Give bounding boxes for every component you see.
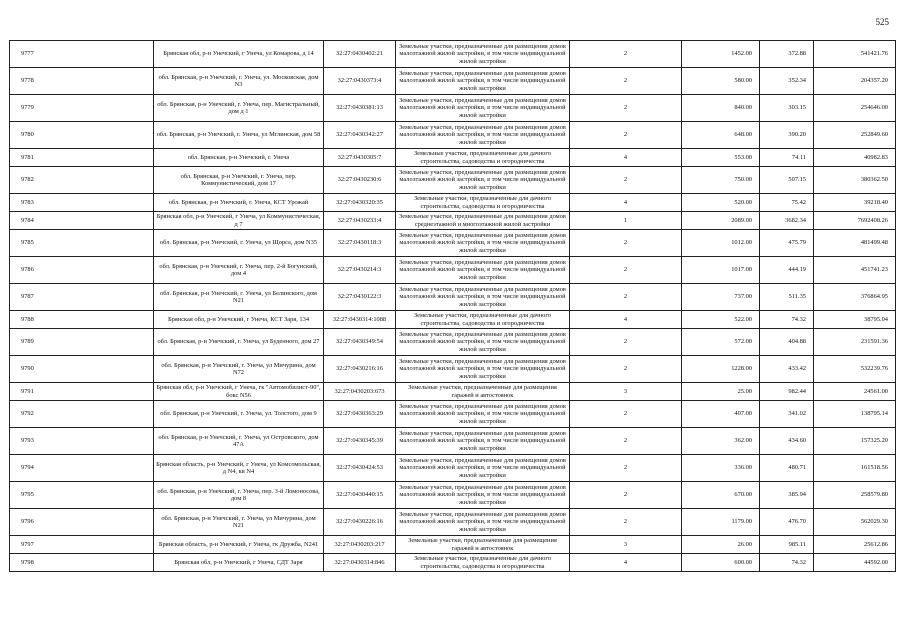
row-specific-value: 507.15 xyxy=(760,167,814,194)
row-area: 520.00 xyxy=(682,194,760,212)
row-area: 750.00 xyxy=(682,167,760,194)
row-number: 9783 xyxy=(10,194,154,212)
row-group-number: 2 xyxy=(570,509,682,536)
row-group-number: 2 xyxy=(570,329,682,356)
table-row xyxy=(10,383,896,401)
row-specific-value: 303.15 xyxy=(760,95,814,122)
row-area: 1012.00 xyxy=(682,230,760,257)
row-specific-value: 74.32 xyxy=(760,311,814,329)
row-land-purpose: Земельные участки, предназначенные для дачного строительства, садоводства и огородничества xyxy=(396,149,570,167)
table-row xyxy=(10,122,896,149)
row-number: 9781 xyxy=(10,149,154,167)
row-address: обл. Брянская, р-н Унечский, г. Унеча, КСТ Урожай xyxy=(154,194,324,212)
row-specific-value: 385.94 xyxy=(760,482,814,509)
row-group-number: 4 xyxy=(570,194,682,212)
row-cadastral-number: 32:27:0430118:3 xyxy=(324,230,396,257)
row-cadastral-value: 231591.36 xyxy=(814,329,896,356)
row-number: 9787 xyxy=(10,284,154,311)
row-cadastral-value: 157325.20 xyxy=(814,428,896,455)
row-number: 9784 xyxy=(10,212,154,230)
table-row xyxy=(10,311,896,329)
row-cadastral-number: 32:27:0430424:53 xyxy=(324,455,396,482)
table-row xyxy=(10,212,896,230)
row-cadastral-value: 39218.40 xyxy=(814,194,896,212)
row-land-purpose: Земельные участки, предназначенные для размещения домов малоэтажной жилой застройки, в том числе индивидуальной жилой застройки xyxy=(396,95,570,122)
row-area: 580.00 xyxy=(682,68,760,95)
row-cadastral-number: 32:27:0430381:13 xyxy=(324,95,396,122)
row-group-number: 2 xyxy=(570,95,682,122)
row-group-number: 2 xyxy=(570,68,682,95)
row-cadastral-value: 24561.00 xyxy=(814,383,896,401)
row-specific-value: 475.79 xyxy=(760,230,814,257)
row-number: 9788 xyxy=(10,311,154,329)
row-group-number: 4 xyxy=(570,554,682,572)
table-row xyxy=(10,257,896,284)
row-cadastral-value: 25612.86 xyxy=(814,536,896,554)
row-specific-value: 352.34 xyxy=(760,68,814,95)
row-cadastral-value: 204357.20 xyxy=(814,68,896,95)
cadastral-value-table xyxy=(9,40,896,572)
row-address: обл. Брянская, р-н Унечский, г. Унеча, пер. 3-й Ломоносова, дом 8 xyxy=(154,482,324,509)
row-area: 600.00 xyxy=(682,554,760,572)
row-specific-value: 74.11 xyxy=(760,149,814,167)
row-specific-value: 511.35 xyxy=(760,284,814,311)
row-address: обл. Брянская, р-н Унечский, г. Унеча, ул Островского, дом 47А xyxy=(154,428,324,455)
table-row xyxy=(10,536,896,554)
row-group-number: 2 xyxy=(570,122,682,149)
row-cadastral-value: 44592.00 xyxy=(814,554,896,572)
row-land-purpose: Земельные участки, предназначенные для размещения домов малоэтажной жилой застройки, в том числе индивидуальной жилой застройки xyxy=(396,122,570,149)
row-group-number: 2 xyxy=(570,284,682,311)
row-cadastral-number: 32:27:0430216:16 xyxy=(324,356,396,383)
row-number: 9780 xyxy=(10,122,154,149)
row-group-number: 2 xyxy=(570,401,682,428)
row-number: 9793 xyxy=(10,428,154,455)
row-land-purpose: Земельные участки, предназначенные для размещения гаражей и автостоянок xyxy=(396,383,570,401)
row-number: 9798 xyxy=(10,554,154,572)
row-specific-value: 985.11 xyxy=(760,536,814,554)
row-cadastral-value: 380362.50 xyxy=(814,167,896,194)
row-land-purpose: Земельные участки, предназначенные для размещения домов среднеэтажной и многоэтажной жилой застройки xyxy=(396,212,570,230)
row-cadastral-value: 7692408.26 xyxy=(814,212,896,230)
row-area: 336.00 xyxy=(682,455,760,482)
row-address: обл. Брянская, р-н Унечский, г. Унеча, пер. 2-й Богунский, дом 4 xyxy=(154,257,324,284)
row-specific-value: 75.42 xyxy=(760,194,814,212)
table-row xyxy=(10,401,896,428)
row-group-number: 4 xyxy=(570,149,682,167)
row-area: 2089.00 xyxy=(682,212,760,230)
row-land-purpose: Земельные участки, предназначенные для размещения домов малоэтажной жилой застройки, в том числе индивидуальной жилой застройки xyxy=(396,482,570,509)
row-number: 9795 xyxy=(10,482,154,509)
row-cadastral-number: 32:27:0430373:4 xyxy=(324,68,396,95)
row-area: 1228.00 xyxy=(682,356,760,383)
row-number: 9786 xyxy=(10,257,154,284)
row-cadastral-number: 32:27:0430203:673 xyxy=(324,383,396,401)
row-specific-value: 476.70 xyxy=(760,509,814,536)
row-cadastral-value: 532239.76 xyxy=(814,356,896,383)
row-number: 9779 xyxy=(10,95,154,122)
table-row xyxy=(10,329,896,356)
row-specific-value: 982.44 xyxy=(760,383,814,401)
row-cadastral-value: 562029.30 xyxy=(814,509,896,536)
row-land-purpose: Земельные участки, предназначенные для размещения домов малоэтажной жилой застройки, в том числе индивидуальной жилой застройки xyxy=(396,257,570,284)
table-row xyxy=(10,482,896,509)
row-cadastral-number: 32:27:0430349:54 xyxy=(324,329,396,356)
row-address: обл. Брянская, р-н Унечский, г. Унеча, пер. Коммунистический, дом 17 xyxy=(154,167,324,194)
row-cadastral-value: 252849.60 xyxy=(814,122,896,149)
row-land-purpose: Земельные участки, предназначенные для дачного строительства, садоводства и огородничества xyxy=(396,311,570,329)
row-group-number: 2 xyxy=(570,257,682,284)
row-number: 9797 xyxy=(10,536,154,554)
row-number: 9789 xyxy=(10,329,154,356)
row-address: обл. Брянская, р-н Унечский, г. Унеча, ул Щорса, дом N35 xyxy=(154,230,324,257)
row-number: 9792 xyxy=(10,401,154,428)
row-area: 25.00 xyxy=(682,383,760,401)
row-number: 9791 xyxy=(10,383,154,401)
row-area: 670.00 xyxy=(682,482,760,509)
row-cadastral-value: 40982.83 xyxy=(814,149,896,167)
row-group-number: 2 xyxy=(570,482,682,509)
row-cadastral-number: 32:27:0430320:35 xyxy=(324,194,396,212)
table-row xyxy=(10,428,896,455)
row-cadastral-value: 481499.48 xyxy=(814,230,896,257)
row-number: 9777 xyxy=(10,41,154,68)
row-cadastral-number: 32:27:0430230:6 xyxy=(324,167,396,194)
row-land-purpose: Земельные участки, предназначенные для размещения домов малоэтажной жилой застройки, в том числе индивидуальной жилой застройки xyxy=(396,230,570,257)
row-address: обл. Брянская, р-н Унечский, г. Унеча, ул Мичурина, дом N72 xyxy=(154,356,324,383)
table-row xyxy=(10,95,896,122)
row-land-purpose: Земельные участки, предназначенные для размещения домов малоэтажной жилой застройки, в том числе индивидуальной жилой застройки xyxy=(396,68,570,95)
row-specific-value: 3682.34 xyxy=(760,212,814,230)
row-address: Брянская область, р-н Унечский, г Унеча, гк Дружба, N241 xyxy=(154,536,324,554)
row-address: обл. Брянская, р-н Унечский, г. Унеча, ул. Толстого, дом 9 xyxy=(154,401,324,428)
row-cadastral-number: 32:27:0430440:15 xyxy=(324,482,396,509)
row-address: обл. Брянская, р-н Унечский, г. Унеча, ул Мглинская, дом 58 xyxy=(154,122,324,149)
row-land-purpose: Земельные участки, предназначенные для размещения гаражей и автостоянок xyxy=(396,536,570,554)
row-specific-value: 434.60 xyxy=(760,428,814,455)
row-land-purpose: Земельные участки, предназначенные для размещения домов малоэтажной жилой застройки, в том числе индивидуальной жилой застройки xyxy=(396,455,570,482)
row-specific-value: 444.19 xyxy=(760,257,814,284)
row-number: 9782 xyxy=(10,167,154,194)
row-address: Брянская обл, р-н Унечский, г Унеча, гк "Автомобилист-90", бокс N56 xyxy=(154,383,324,401)
row-group-number: 4 xyxy=(570,311,682,329)
row-land-purpose: Земельные участки, предназначенные для размещения домов малоэтажной жилой застройки, в том числе индивидуальной жилой застройки xyxy=(396,329,570,356)
row-specific-value: 341.02 xyxy=(760,401,814,428)
row-land-purpose: Земельные участки, предназначенные для размещения домов малоэтажной жилой застройки, в том числе индивидуальной жилой застройки xyxy=(396,428,570,455)
row-cadastral-number: 32:27:0430314:846 xyxy=(324,554,396,572)
row-address: Брянская обл, р-н Унечский, г Унеча, СДТ Заря xyxy=(154,554,324,572)
row-specific-value: 390.20 xyxy=(760,122,814,149)
row-land-purpose: Земельные участки, предназначенные для дачного строительства, садоводства и огородничества xyxy=(396,194,570,212)
row-number: 9794 xyxy=(10,455,154,482)
row-address: Брянская обл, р-н Унечский, г Унеча, ул Комарова, д 14 xyxy=(154,41,324,68)
row-group-number: 2 xyxy=(570,356,682,383)
row-cadastral-number: 32:27:0430233:4 xyxy=(324,212,396,230)
row-group-number: 2 xyxy=(570,428,682,455)
row-address: обл. Брянская, р-н Унечский, г. Унеча xyxy=(154,149,324,167)
table-row xyxy=(10,455,896,482)
row-cadastral-value: 138795.14 xyxy=(814,401,896,428)
row-cadastral-number: 32:27:0430305:7 xyxy=(324,149,396,167)
row-land-purpose: Земельные участки, предназначенные для размещения домов малоэтажной жилой застройки, в том числе индивидуальной жилой застройки xyxy=(396,356,570,383)
row-cadastral-number: 32:27:0430402:21 xyxy=(324,41,396,68)
row-number: 9796 xyxy=(10,509,154,536)
row-address: обл. Брянская, р-н Унечский, г. Унеча, ул Мичурина, дом N21 xyxy=(154,509,324,536)
row-land-purpose: Земельные участки, предназначенные для размещения домов малоэтажной жилой застройки, в том числе индивидуальной жилой застройки xyxy=(396,167,570,194)
row-cadastral-number: 32:27:0430214:3 xyxy=(324,257,396,284)
row-number: 9778 xyxy=(10,68,154,95)
row-cadastral-number: 32:27:0430226:16 xyxy=(324,509,396,536)
row-area: 1017.00 xyxy=(682,257,760,284)
row-area: 572.00 xyxy=(682,329,760,356)
row-area: 553.00 xyxy=(682,149,760,167)
row-area: 362.00 xyxy=(682,428,760,455)
row-specific-value: 480.71 xyxy=(760,455,814,482)
table-row xyxy=(10,68,896,95)
row-area: 522.00 xyxy=(682,311,760,329)
row-address: обл. Брянская, р-н Унечский, г. Унеча, ул Буденного, дом 27 xyxy=(154,329,324,356)
row-group-number: 2 xyxy=(570,167,682,194)
page-number: 525 xyxy=(875,17,889,27)
row-cadastral-number: 32:27:0430342:27 xyxy=(324,122,396,149)
row-cadastral-number: 32:27:0430203:217 xyxy=(324,536,396,554)
row-number: 9785 xyxy=(10,230,154,257)
row-cadastral-value: 376864.95 xyxy=(814,284,896,311)
row-group-number: 2 xyxy=(570,230,682,257)
row-land-purpose: Земельные участки, предназначенные для размещения домов малоэтажной жилой застройки, в том числе индивидуальной жилой застройки xyxy=(396,401,570,428)
row-cadastral-value: 258579.80 xyxy=(814,482,896,509)
row-cadastral-value: 451741.23 xyxy=(814,257,896,284)
table-row xyxy=(10,230,896,257)
row-number: 9790 xyxy=(10,356,154,383)
row-specific-value: 372.88 xyxy=(760,41,814,68)
row-specific-value: 404.88 xyxy=(760,329,814,356)
row-area: 840.00 xyxy=(682,95,760,122)
row-address: Брянская обл, р-н Унечский, г Унеча, ул Коммунистическая, д 7 xyxy=(154,212,324,230)
row-area: 1452.00 xyxy=(682,41,760,68)
row-group-number: 2 xyxy=(570,455,682,482)
row-cadastral-value: 254646.00 xyxy=(814,95,896,122)
row-cadastral-value: 541421.76 xyxy=(814,41,896,68)
row-specific-value: 433.42 xyxy=(760,356,814,383)
table-row xyxy=(10,41,896,68)
row-address: обл. Брянская, р-н Унечский, г. Унеча, ул Белинского, дом N21 xyxy=(154,284,324,311)
row-group-number: 1 xyxy=(570,212,682,230)
row-land-purpose: Земельные участки, предназначенные для дачного строительства, садоводства и огородничества xyxy=(396,554,570,572)
row-land-purpose: Земельные участки, предназначенные для размещения домов малоэтажной жилой застройки, в том числе индивидуальной жилой застройки xyxy=(396,284,570,311)
row-area: 26.00 xyxy=(682,536,760,554)
table-row xyxy=(10,149,896,167)
row-cadastral-number: 32:27:0430345:39 xyxy=(324,428,396,455)
row-land-purpose: Земельные участки, предназначенные для размещения домов малоэтажной жилой застройки, в том числе индивидуальной жилой застройки xyxy=(396,509,570,536)
row-area: 407.00 xyxy=(682,401,760,428)
row-cadastral-value: 161518.56 xyxy=(814,455,896,482)
row-cadastral-number: 32:27:0430314:1088 xyxy=(324,311,396,329)
table-row xyxy=(10,284,896,311)
row-land-purpose: Земельные участки, предназначенные для размещения домов малоэтажной жилой застройки, в том числе индивидуальной жилой застройки xyxy=(396,41,570,68)
table-row xyxy=(10,167,896,194)
row-address: Брянская область, р-н Унечский, г Унеча, ул Комсомольская, д N4, кв N4 xyxy=(154,455,324,482)
row-group-number: 3 xyxy=(570,536,682,554)
row-address: Брянская обл, р-н Унечский, г Унеча, КСТ Заря, 134 xyxy=(154,311,324,329)
row-cadastral-number: 32:27:0430363:29 xyxy=(324,401,396,428)
row-address: обл. Брянская, р-н Унечский, г. Унеча, ул. Московская, дом N3 xyxy=(154,68,324,95)
row-specific-value: 74.32 xyxy=(760,554,814,572)
row-area: 648.00 xyxy=(682,122,760,149)
row-cadastral-value: 38795.04 xyxy=(814,311,896,329)
table-row xyxy=(10,554,896,572)
row-area: 737.00 xyxy=(682,284,760,311)
row-cadastral-number: 32:27:0430122:3 xyxy=(324,284,396,311)
table-row xyxy=(10,194,896,212)
table-row xyxy=(10,509,896,536)
table-row xyxy=(10,356,896,383)
row-group-number: 2 xyxy=(570,41,682,68)
row-group-number: 3 xyxy=(570,383,682,401)
row-area: 1179.00 xyxy=(682,509,760,536)
row-address: обл. Брянская, р-н Унечский, г. Унеча, пер. Магистральный, дом д 1 xyxy=(154,95,324,122)
